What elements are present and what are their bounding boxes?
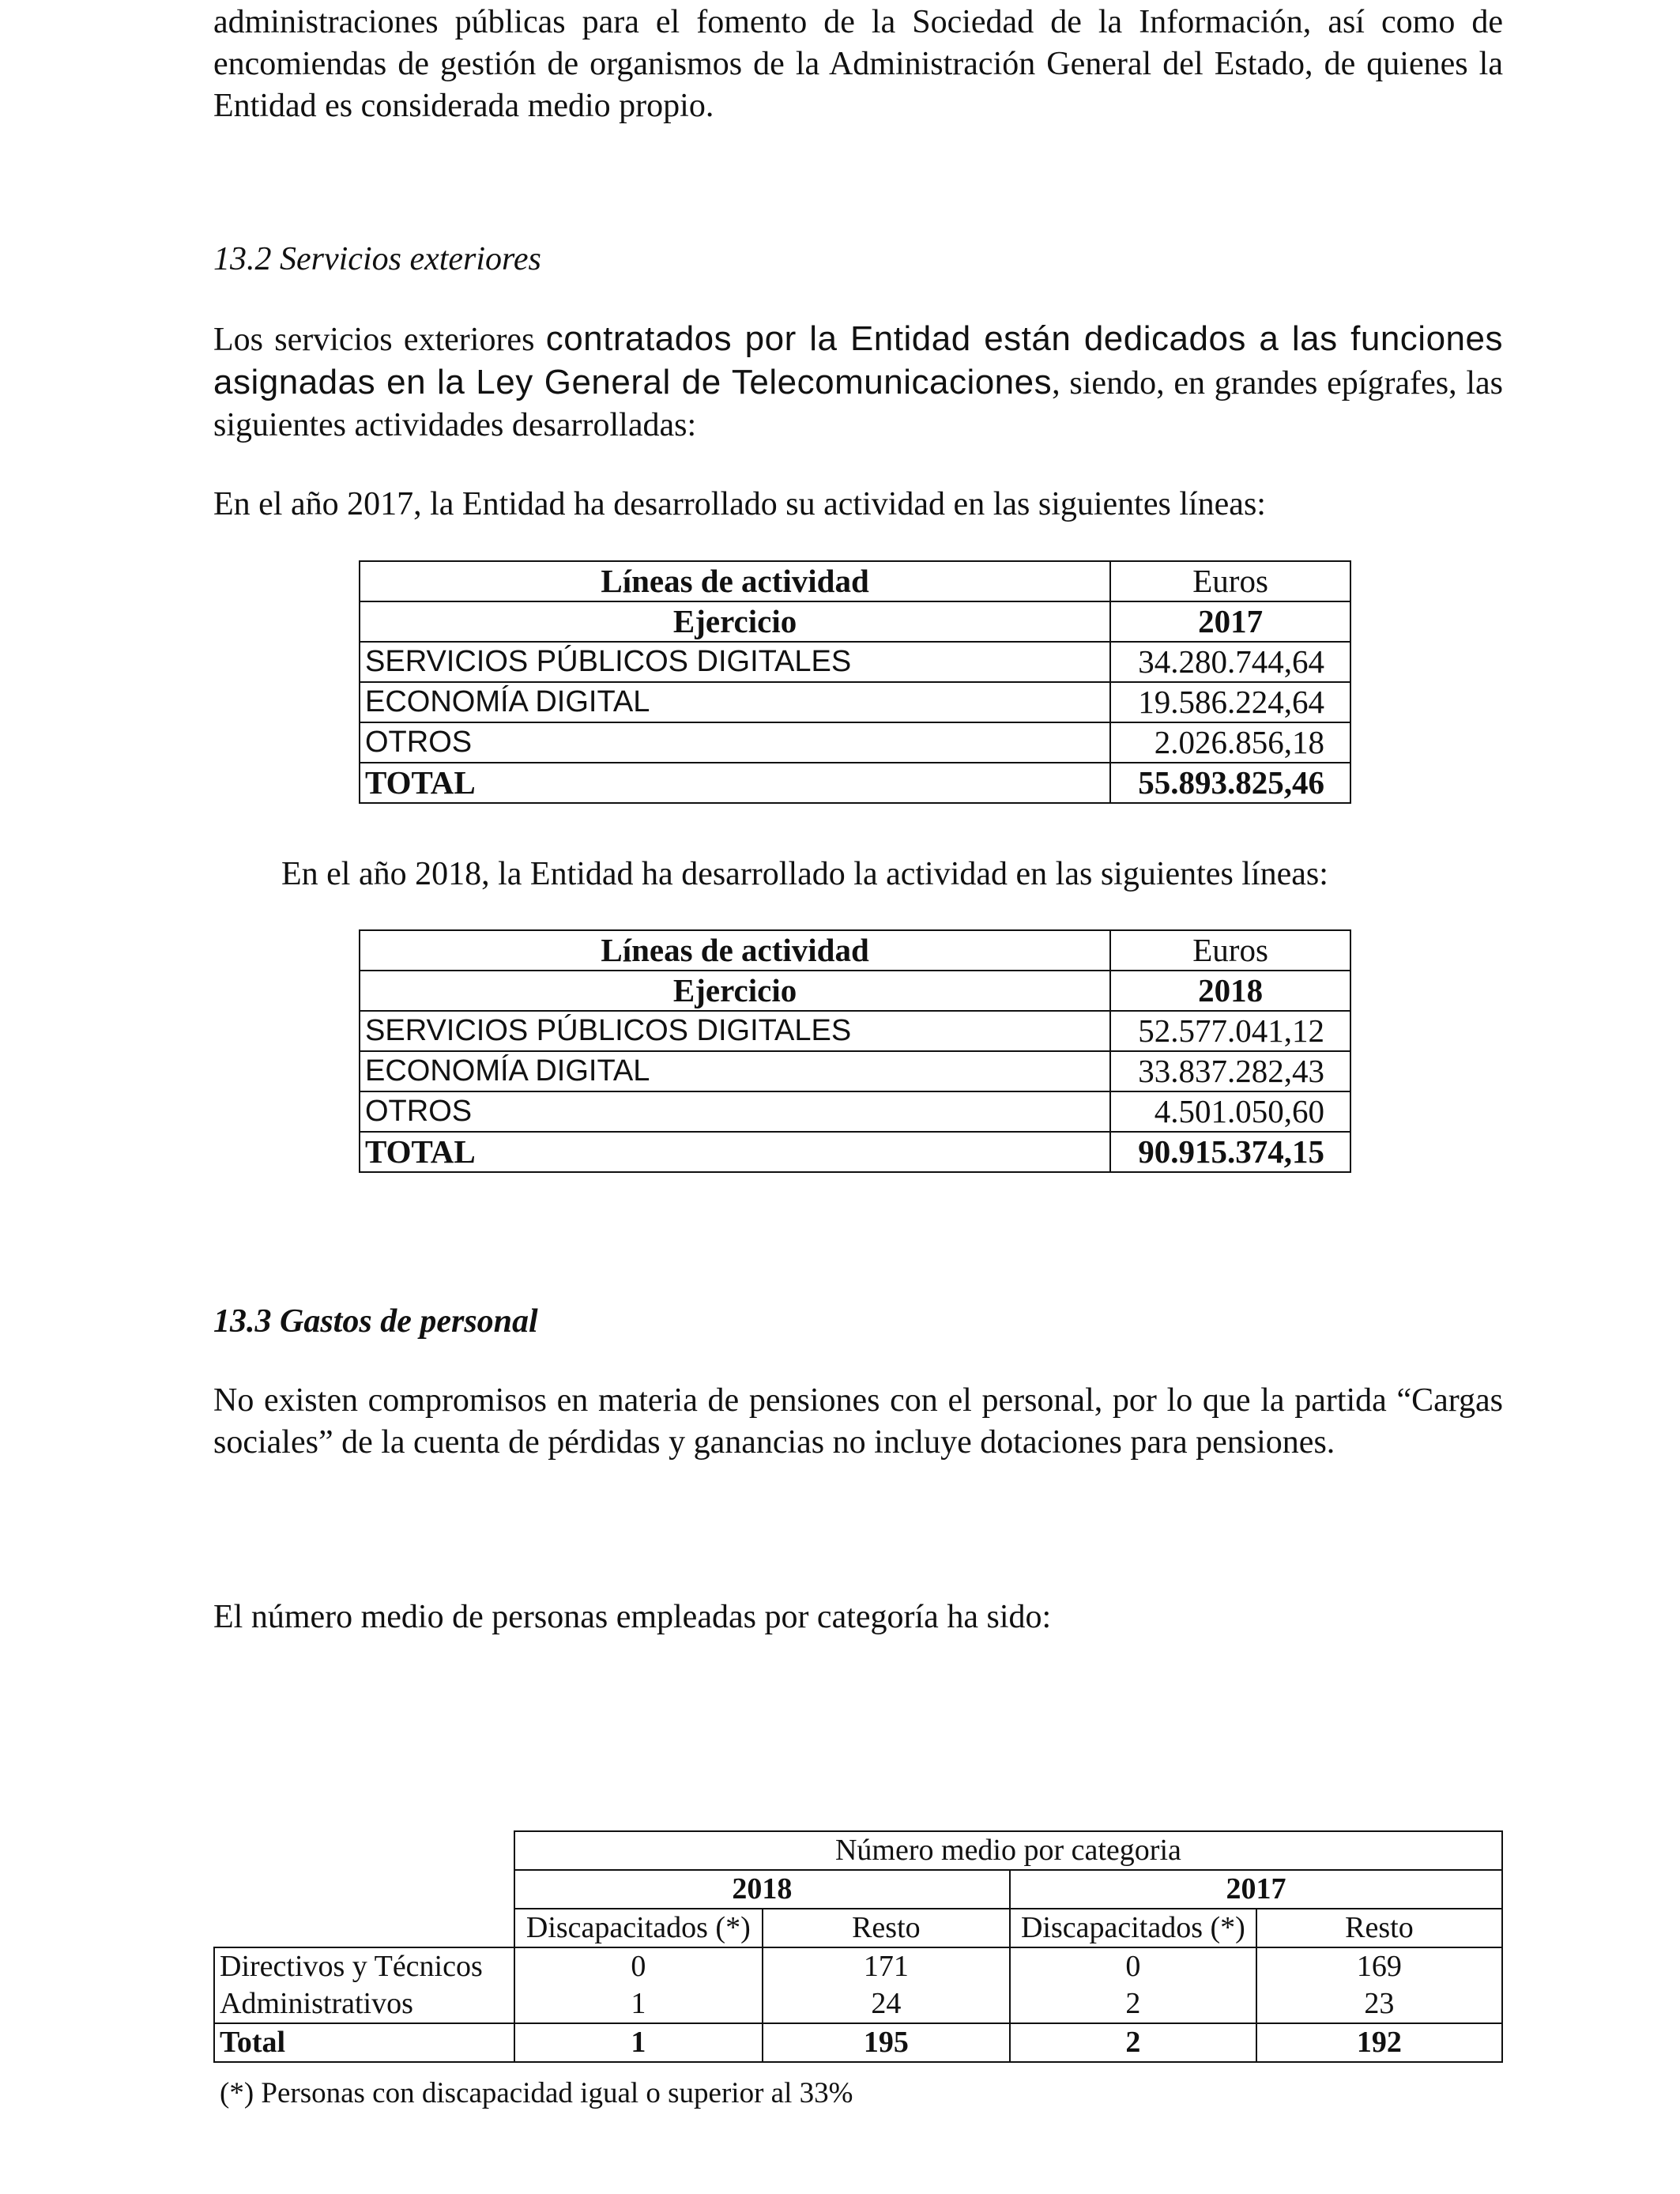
section-13-3-heading: 13.3 Gastos de personal: [213, 1303, 538, 1340]
row-label: SERVICIOS PÚBLICOS DIGITALES: [360, 642, 1110, 682]
intro-2017: En el año 2017, la Entidad ha desarrollado su actividad en las siguientes líneas:: [213, 486, 1266, 522]
table-row: [360, 1011, 1350, 1051]
section-13-3-paragraph: No existen compromisos en materia de pensiones con el personal, por lo que la partida “Cargas sociales” de la cuenta de pérdidas y ganancias no incluye dotaciones para pensiones.: [213, 1382, 1503, 1461]
total-cell: 2: [1010, 2023, 1256, 2062]
header-lines: Líneas de actividad: [360, 561, 1110, 601]
table-total-row: [360, 1132, 1350, 1172]
col-discapacitados: Discapacitados (*): [1010, 1909, 1256, 1947]
employees-title-row: [214, 1831, 1502, 1870]
row-value: 19.586.224,64: [1110, 682, 1350, 722]
activity-table-2018: [359, 929, 1351, 1173]
subheader-year: 2017: [1110, 601, 1350, 642]
row-value: 4.501.050,60: [1110, 1091, 1350, 1132]
table-row: [214, 1947, 1502, 1985]
table-row: [360, 1091, 1350, 1132]
subheader-ejercicio: Ejercicio: [360, 601, 1110, 642]
table-row: [360, 642, 1350, 682]
para-part-1: Los servicios exteriores: [213, 322, 546, 358]
employees-intro: El número medio de personas empleadas por categoría ha sido:: [213, 1599, 1052, 1635]
header-euros: Euros: [1110, 561, 1350, 601]
employees-table: [213, 1830, 1503, 2063]
subheader-ejercicio: Ejercicio: [360, 971, 1110, 1011]
header-euros: Euros: [1110, 930, 1350, 971]
cell: 1: [514, 1985, 763, 2023]
table-header-row: [360, 930, 1350, 971]
row-label: OTROS: [360, 722, 1110, 763]
employees-title: Número medio por categoria: [514, 1831, 1502, 1870]
col-discapacitados: Discapacitados (*): [514, 1909, 763, 1947]
row-label: ECONOMÍA DIGITAL: [360, 682, 1110, 722]
cell: 171: [763, 1947, 1010, 1985]
intro-2018: En el año 2018, la Entidad ha desarrollado la actividad en las siguientes líneas:: [281, 856, 1328, 892]
cell: 0: [1010, 1947, 1256, 1985]
row-value: 52.577.041,12: [1110, 1011, 1350, 1051]
col-resto: Resto: [1256, 1909, 1502, 1947]
table-subheader-row: [360, 971, 1350, 1011]
total-value: 55.893.825,46: [1110, 763, 1350, 803]
activity-table-2017: [359, 560, 1351, 804]
table-row: [360, 1051, 1350, 1091]
subheader-year: 2018: [1110, 971, 1350, 1011]
row-value: 34.280.744,64: [1110, 642, 1350, 682]
row-label: Directivos y Técnicos: [214, 1947, 514, 1985]
cell: 169: [1256, 1947, 1502, 1985]
col-resto: Resto: [763, 1909, 1010, 1947]
table-row: [214, 1985, 1502, 2023]
footnote: (*) Personas con discapacidad igual o superior al 33%: [220, 2077, 853, 2109]
total-cell: 1: [514, 2023, 763, 2062]
year-a: 2018: [514, 1870, 1010, 1909]
cell: 23: [1256, 1985, 1502, 2023]
cell: 2: [1010, 1985, 1256, 2023]
header-lines: Líneas de actividad: [360, 930, 1110, 971]
table-total-row: [214, 2023, 1502, 2062]
total-label: TOTAL: [360, 763, 1110, 803]
table-row: [360, 722, 1350, 763]
employees-subheader-row: [214, 1909, 1502, 1947]
row-label: Administrativos: [214, 1985, 514, 2023]
row-label: OTROS: [360, 1091, 1110, 1132]
employees-year-row: [214, 1870, 1502, 1909]
total-label: TOTAL: [360, 1132, 1110, 1172]
row-label: ECONOMÍA DIGITAL: [360, 1051, 1110, 1091]
table-header-row: [360, 561, 1350, 601]
row-value: 33.837.282,43: [1110, 1051, 1350, 1091]
cell: 0: [514, 1947, 763, 1985]
para-part-3: , siendo, en grandes epígrafes, las siguientes actividades desarrolladas:: [213, 365, 1503, 443]
table-subheader-row: [360, 601, 1350, 642]
total-cell: 195: [763, 2023, 1010, 2062]
row-value: 2.026.856,18: [1110, 722, 1350, 763]
table-row: [360, 682, 1350, 722]
section-13-2-paragraph: [213, 318, 1503, 447]
total-value: 90.915.374,15: [1110, 1132, 1350, 1172]
year-b: 2017: [1010, 1870, 1502, 1909]
total-label: Total: [214, 2023, 514, 2062]
cell: 24: [763, 1985, 1010, 2023]
table-total-row: [360, 763, 1350, 803]
total-cell: 192: [1256, 2023, 1502, 2062]
para-part-2: contratados por la Entidad están dedicados a las funciones asignadas en la Ley General de Telecomunicaciones: [213, 319, 1503, 401]
intro-paragraph: administraciones públicas para el fomento de la Sociedad de la Información, así como de encomiendas de gestión de organismos de la Administración General del Estado, de quienes la Entidad es considerada medio propio.: [213, 4, 1503, 124]
row-label: SERVICIOS PÚBLICOS DIGITALES: [360, 1011, 1110, 1051]
section-13-2-heading: 13.2 Servicios exteriores: [213, 241, 541, 277]
